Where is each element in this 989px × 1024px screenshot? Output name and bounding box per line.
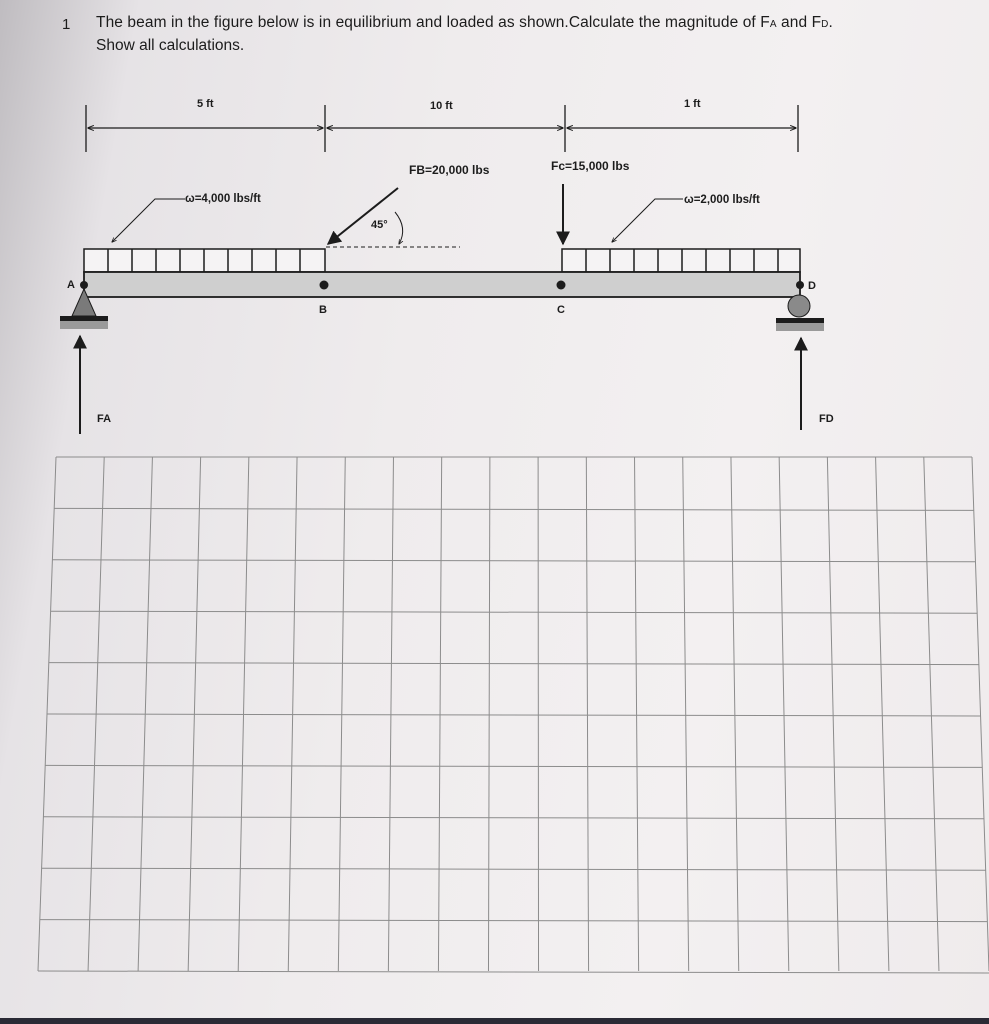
grid-vertical-line bbox=[683, 457, 689, 971]
subscript-d: D bbox=[821, 19, 829, 30]
grid-horizontal-line bbox=[43, 817, 984, 819]
grid-vertical-line bbox=[438, 457, 441, 971]
grid-horizontal-line bbox=[40, 920, 988, 922]
grid-vertical-line bbox=[288, 457, 297, 971]
grid-vertical-line bbox=[188, 457, 200, 971]
force-b-arrow bbox=[328, 188, 398, 244]
subscript-a: A bbox=[769, 19, 777, 30]
question-text-line2: Show all calculations. bbox=[96, 37, 245, 54]
grid-horizontal-line bbox=[38, 971, 989, 973]
dimension-label-cd: 1 ft bbox=[684, 98, 701, 110]
point-b-label: B bbox=[319, 304, 327, 316]
grid-horizontal-line bbox=[51, 611, 978, 613]
grid-vertical-line bbox=[38, 457, 56, 971]
grid-vertical-line bbox=[924, 457, 939, 971]
grid-horizontal-line bbox=[54, 508, 974, 510]
angle-arc bbox=[395, 212, 403, 244]
grid-horizontal-line bbox=[42, 868, 986, 870]
grid-vertical-line bbox=[238, 457, 249, 971]
grid-horizontal-line bbox=[52, 560, 975, 562]
beam bbox=[84, 272, 800, 297]
grid-vertical-line bbox=[972, 457, 989, 971]
grid-vertical-line bbox=[635, 457, 639, 971]
point-a-label: A bbox=[67, 279, 75, 291]
grid-vertical-line bbox=[388, 457, 393, 971]
angle-label: 45° bbox=[371, 219, 388, 231]
point-c-label: C bbox=[557, 304, 565, 316]
question-text-prefix: The beam in the figure below is in equilibrium and loaded as shown.Calculate the magnitude of F bbox=[96, 14, 770, 31]
force-c-label: Fc=15,000 lbs bbox=[551, 159, 630, 173]
grid-vertical-line bbox=[138, 457, 152, 971]
reaction-d-label: FD bbox=[819, 413, 834, 425]
bottom-edge bbox=[0, 1018, 989, 1024]
point-d-label: D bbox=[808, 280, 816, 292]
load-left-label: ω=4,000 lbs/ft bbox=[185, 193, 261, 205]
dimension-line bbox=[86, 105, 798, 152]
dimension-label-ab: 5 ft bbox=[197, 98, 214, 110]
grid-vertical-line bbox=[338, 457, 345, 971]
dimension-label-bc: 10 ft bbox=[430, 100, 453, 112]
question-text-end: . bbox=[828, 14, 833, 31]
reaction-a-label: FA bbox=[97, 413, 112, 425]
distributed-load-left bbox=[84, 249, 325, 272]
point-b-marker bbox=[320, 281, 329, 290]
question-text-mid: and F bbox=[776, 14, 822, 31]
point-c-marker bbox=[557, 281, 566, 290]
grid-vertical-line bbox=[779, 457, 789, 971]
grid-horizontal-line bbox=[47, 714, 981, 716]
grid-vertical-line bbox=[586, 457, 588, 971]
grid-vertical-line bbox=[88, 457, 104, 971]
grid-horizontal-line bbox=[45, 765, 982, 767]
grid-horizontal-line bbox=[49, 663, 979, 665]
grid-vertical-line bbox=[827, 457, 838, 971]
grid-vertical-line bbox=[488, 457, 489, 971]
force-b-label: FB=20,000 lbs bbox=[409, 163, 490, 177]
grid-vertical-line bbox=[876, 457, 889, 971]
beam-diagram bbox=[0, 0, 989, 460]
distributed-load-right bbox=[562, 249, 800, 272]
load-leaders bbox=[112, 199, 683, 242]
load-right-label: ω=2,000 lbs/ft bbox=[684, 194, 760, 206]
grid-vertical-line bbox=[731, 457, 739, 971]
question-number: 1 bbox=[62, 16, 71, 33]
